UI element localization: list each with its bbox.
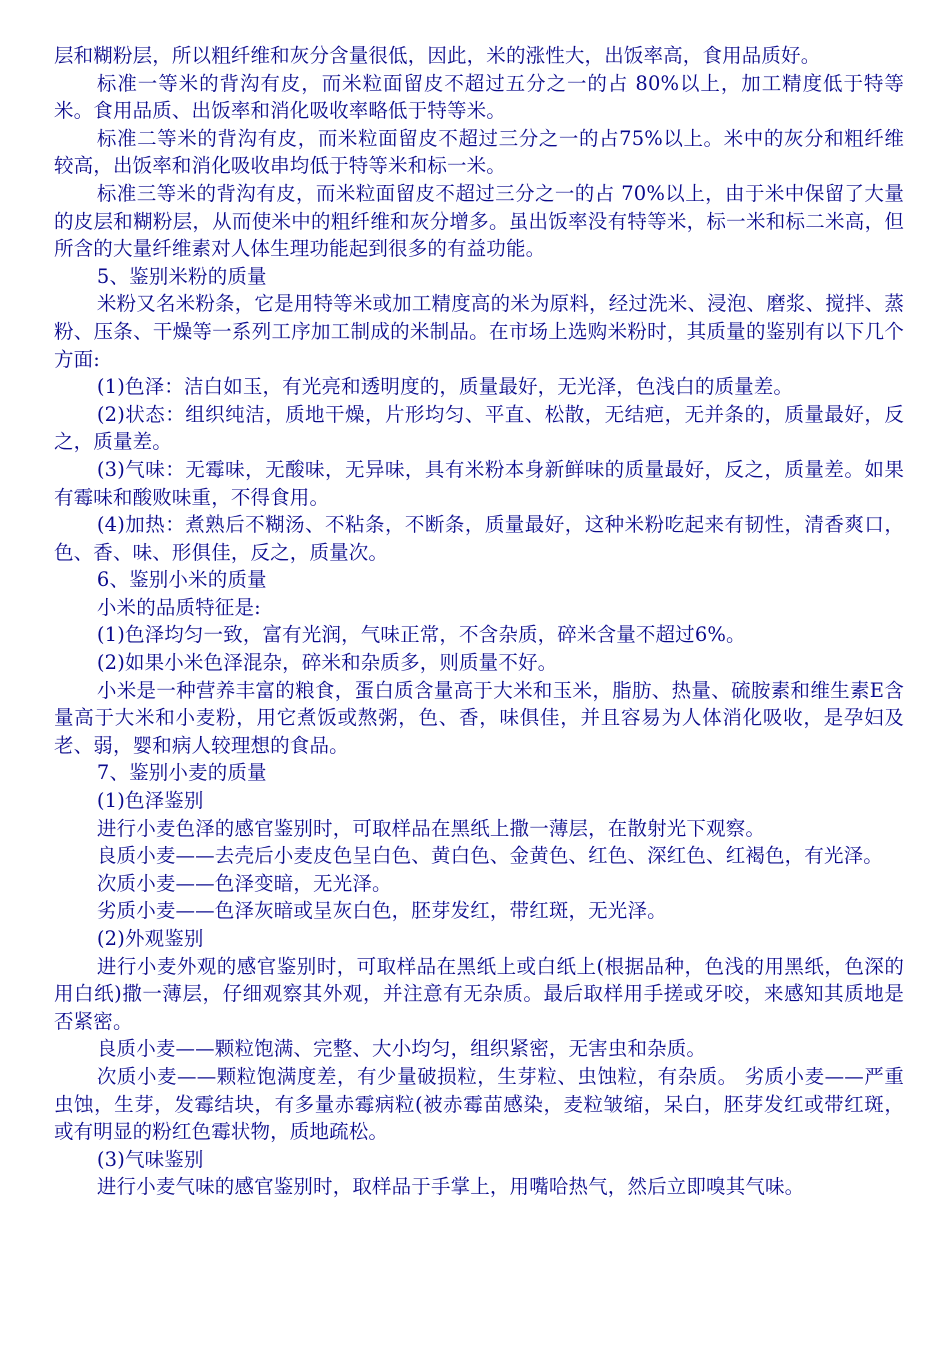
- paragraph: (4)加热：煮熟后不糊汤、不粘条，不断条，质量最好，这种米粉吃起来有韧性，清香爽口，色、香、味、形俱佳，反之，质量次。: [54, 513, 904, 564]
- paragraph: 进行小麦色泽的感官鉴别时，可取样品在黑纸上撒一薄层，在散射光下观察。: [96, 816, 765, 840]
- paragraph: (3)气味：无霉味，无酸味，无异味，具有米粉本身新鲜味的质量最好，反之，质量差。如果有霉味和酸败味重，不得食用。: [54, 457, 904, 509]
- paragraph: 标准二等米的背沟有皮，而米粒面留皮不超过三分之一的占75%以上。米中的灰分和粗纤维较高，出饭率和消化吸收串均低于特等米和标一米。: [54, 126, 904, 178]
- paragraph: (2)状态：组织纯洁，质地干燥，片形均匀、平直、松散，无结疤，无并条的，质量最好，反之，质量差。: [54, 402, 904, 454]
- paragraph: 6、鉴别小米的质量: [96, 568, 267, 592]
- paragraph: (2)如果小米色泽混杂，碎米和杂质多，则质量不好。: [96, 651, 558, 675]
- paragraph: (3)气味鉴别: [96, 1147, 204, 1171]
- paragraph: 5、鉴别米粉的质量: [96, 264, 267, 288]
- paragraph: 层和糊粉层，所以粗纤维和灰分含量很低，因此，米的涨性大，出饭率高，食用品质好。: [54, 44, 821, 67]
- paragraph: (2)外观鉴别: [96, 927, 204, 950]
- paragraph: (1)色泽均匀一致，富有光润，气味正常，不含杂质，碎米含量不超过6%。: [96, 623, 746, 647]
- paragraph: 7、鉴别小麦的质量: [96, 761, 267, 785]
- paragraph: 标准三等米的背沟有皮，而米粒面留皮不超过三分之一的占 70%以上，由于米中保留了大量的皮层和糊粉层，从而使米中的粗纤维和灰分增多。虽出饭率没有特等米，标一米和标二米高，但所含的大量纤维素对人体生理功能起到很多的有益功能。: [54, 181, 904, 261]
- paragraph: 米粉又名米粉条，它是用特等米或加工精度高的米为原料，经过洗米、浸泡、磨浆、搅拌、蒸粉、压条、干燥等一系列工序加工制成的米制品。在市场上选购米粉时，其质量的鉴别有以下几个方面:: [54, 292, 904, 371]
- paragraph: 小米是一种营养丰富的粮食，蛋白质含量高于大米和玉米，脂肪、热量、硫胺素和维生素E含量高于大米和小麦粉，用它煮饭或熬粥，色、香，味俱佳，并且容易为人体消化吸收，是孕妇及老、弱，婴和病人较理想的食品。: [54, 678, 904, 757]
- paragraph: (1)色泽：洁白如玉，有光亮和透明度的，质量最好，无光泽，色浅白的质量差。: [96, 375, 794, 399]
- paragraph: 良质小麦——去壳后小麦皮色呈白色、黄白色、金黄色、红色、深红色、红褐色，有光泽。: [96, 844, 883, 868]
- paragraph: 进行小麦外观的感官鉴别时，可取样品在黑纸上或白纸上(根据品种，色浅的用黑纸，色深的用白纸)撒一薄层，仔细观察其外观，并注意有无杂质。最后取样用手搓或牙咬，来感知其质地是否紧密。: [54, 954, 904, 1033]
- paragraph: 进行小麦气味的感官鉴别时，取样品于手掌上，用嘴哈热气，然后立即嗅其气味。: [96, 1175, 805, 1199]
- paragraph: 小米的品质特征是:: [96, 595, 261, 619]
- paragraph: (1)色泽鉴别: [96, 789, 204, 813]
- paragraph: 良质小麦——颗粒饱满、完整、大小均匀，组织紧密，无害虫和杂质。: [96, 1037, 707, 1061]
- paragraph: 次质小麦——色泽变暗，无光泽。: [96, 871, 392, 895]
- document-page: [54, 42, 904, 1201]
- paragraph: 次质小麦——颗粒饱满度差，有少量破损粒，生芽粒、虫蚀粒，有杂质。 劣质小麦——严重虫蚀，生芽，发霉结块，有多量赤霉病粒(被赤霉苗感染，麦粒皱缩，呆白，胚芽发红或带红斑，或有明显的粉红色霉状物，质地疏松。: [54, 1064, 904, 1144]
- paragraph: 劣质小麦——色泽灰暗或呈灰白色，胚芽发红，带红斑，无光泽。: [96, 899, 667, 923]
- paragraph: 标准一等米的背沟有皮，而米粒面留皮不超过五分之一的占 80%以上，加工精度低于特等米。食用品质、出饭率和消化吸收率略低于特等米。: [54, 71, 904, 123]
